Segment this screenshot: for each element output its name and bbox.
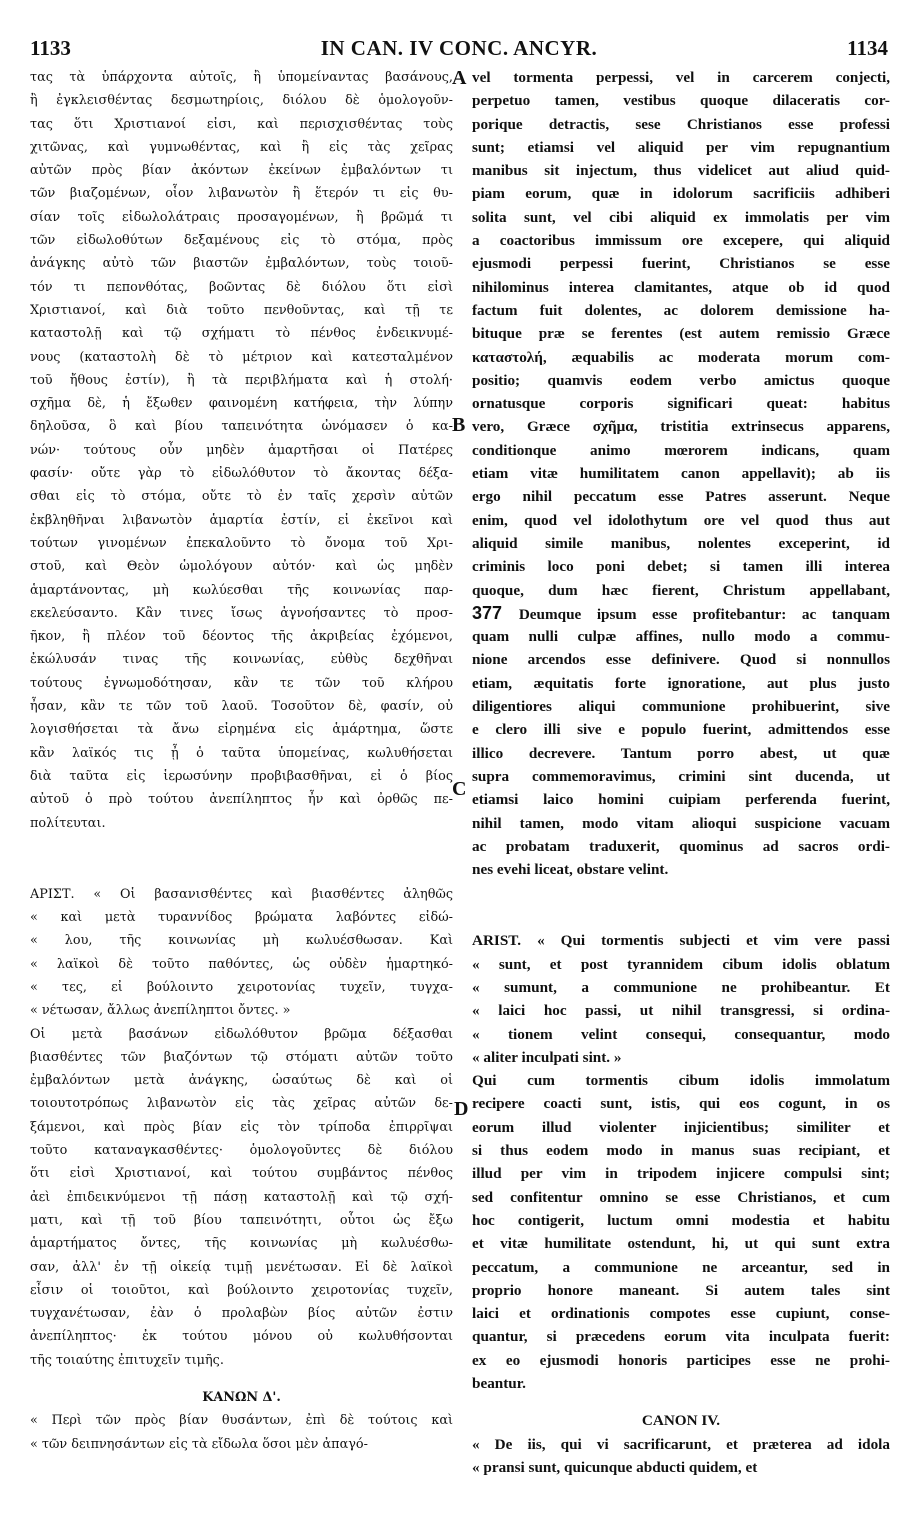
arist-line: « καὶ μετὰ τυραννίδος βρώματα λαβόντες εἰδώ- (30, 910, 453, 926)
commentary-line: a coactoribus immissum ore excepere, qui aliquid (472, 232, 890, 250)
paraphrase-line: ἐμβαλόντων μετὰ ἀνάγκης, ὡσαύτως δὲ καὶ οἱ (30, 1073, 453, 1089)
paraphrase-line: βιασθέντες τῶν βιαζόντων τῷ στόματι αὐτῶν τοῦτο (30, 1049, 453, 1065)
arist-line: ΑΡΙΣΤ. « Οἱ βασανισθέντες καὶ βιασθέντες ἀληθῶς (30, 886, 453, 902)
commentary-line: piam eorum, quæ in idolorum sacrificiis adhiberi (472, 185, 890, 203)
commentary-line: supra commemoravimus, crimini sint ducenda, ut (472, 767, 890, 785)
section-gap (30, 1372, 453, 1386)
commentary-line: criminis loco poni debet; si tamen illi interea (472, 558, 890, 576)
commentary-line: aliquid simile manibus, nolentes exceperint, id (472, 534, 890, 552)
canon-text-line: « pransi sunt, quicunque abducti quidem, et (472, 1458, 758, 1476)
commentary-line: nihil tamen, modo vitam alioqui suspicione vacuam (472, 814, 890, 832)
commentary-line: vel tormenta perpessi, vel in carcerem conjecti, (472, 69, 890, 86)
commentary-line: ornatusque corporis significari queat: habitus (472, 395, 890, 413)
paraphrase-line: σαν, ἀλλ' ἐν τῇ οἰκείᾳ τιμῇ μενέτωσαν. Εἰ δὲ λαϊκοὶ (30, 1259, 453, 1275)
commentary-line: σθαι εἰς τὸ στόμα, οὔτε τὸ ἐν ταῖς χερσὶν αὐτῶν (30, 489, 453, 505)
arist-line: « aliter inculpati sint. » (472, 1048, 622, 1066)
commentary-line: ejusmodi perpessi fuerint, Christianos se esse (472, 255, 890, 273)
commentary-line: bituque præ se ferentes (est autem remissio Græce (472, 325, 890, 343)
commentary-line: quam nulli culpæ affines, nullo modo a commu- (472, 628, 890, 646)
commentary-line: τας τὰ ὑπάρχοντα αὐτοῖς, ἢ ὑπομείναντας βασάνους, (30, 70, 453, 85)
canon-text-line: « Περὶ τῶν πρὸς βίαν θυσάντων, ἐπὶ δὲ τούτοις καὶ (30, 1413, 453, 1429)
paraphrase-line: τῆς τοιαύτης ἐπιτυχεῖν τιμῆς. (30, 1352, 224, 1368)
commentary-line: αὐτοῦ ὁ πρὸ τούτου ἀνεπίληπτος ἦν καὶ ὀρθῶς πε- (30, 792, 453, 808)
commentary-line: στοῦ, καὶ Θεὸν ὡμολόγουν αὐτόν· καὶ ὡς μηδὲν (30, 559, 453, 575)
commentary-line: manibus sit injectum, thus videlicet aut aliud quid- (472, 162, 890, 180)
commentary-line: positio; quamvis eodem verbo amictus quoque (472, 371, 890, 389)
commentary-line: ergo nihil peccatum esse Patres asserunt. Neque (472, 488, 890, 506)
section-gap (472, 1395, 890, 1409)
paraphrase-line: ματι, καὶ τῇ τοῦ βίου ταπεινότητι, οὗτοι ὡς ἔξω (30, 1212, 453, 1228)
arist-line: ARIST. « Qui tormentis subjecti et vim vere passi (472, 932, 890, 950)
commentary-line: ac probatam traduxerit, quominus ad sacros ordi- (472, 837, 890, 855)
commentary-line: καταστολῇ καὶ τῷ σχήματι τὸ πένθος ἐνδεικνυμέ- (30, 326, 453, 342)
paraphrase-line: et vitæ humilitate ostendunt, hi, ut qui sunt extra (472, 1235, 890, 1253)
commentary-line: τας ὅτι Χριστιανοί εἰσι, καὶ περισχισθέντας τοὺς (30, 116, 453, 132)
commentary-line: ἢ ἐγκλεισθέντας δεσμωτηρίοις, διόλου δὲ ὁμολογοῦν- (30, 93, 453, 109)
paraphrase-line: illud per vim in tripodem injicere compulsi sint; (472, 1165, 890, 1183)
canon-heading: CANON IV. (641, 1412, 721, 1430)
section-gap (472, 881, 890, 929)
commentary-line: αὐτῶν πρὸς βίαν ἀκόντων ἐκείνων ἐμβαλόντων τι (30, 163, 453, 179)
paraphrase-line: eorum illud violenter injicientibus; similiter et (472, 1118, 890, 1136)
running-header (30, 36, 888, 64)
commentary-line: χιτῶνας, καὶ γυμνωθέντας, καὶ ἢ εἰς τὰς χεῖρας (30, 139, 453, 155)
commentary-line: ῆκον, ἢ πλέον τοῦ δέοντος τῆς ἀκριβείας ἐχόμενοι, (30, 629, 453, 645)
paraphrase-line: ἀνεπίληπτος· ἐκ τούτου μόνου οὐ κωλυθήσονται (30, 1329, 453, 1345)
arist-line: « λου, τῆς κοινωνίας μὴ κωλυέσθωσαν. Καὶ (30, 933, 453, 949)
commentary-line: εκελεύσαντο. Κἂν τινες ἴσως ἀγνοήσαντες τὸ προσ- (30, 605, 453, 621)
arist-line: « sumunt, a communione ne prohibeantur. Et (472, 978, 890, 996)
commentary-line: etiamsi laico homini cuipiam perferenda fuerint, (472, 791, 890, 809)
canon-text-line: « τῶν δειπνησάντων εἰς τὰ εἴδωλα ὅσοι μὲν ἀπαγό- (30, 1436, 368, 1452)
commentary-line: σίαν τοῖς εἰδωλολάτραις προσαγομένων, ἢ βρῶμά τι (30, 209, 453, 225)
right-page-number: 1134 (847, 36, 888, 60)
commentary-line: perpetuo tamen, vestibus quoque dilaceratis cor- (472, 92, 890, 110)
commentary-line: τῶν βιαζομένων, οἷον λιβανωτὸν ἢ ἕτερόν τι εἰς θυ- (30, 186, 453, 202)
commentary-line: τούτους ἐγνωμοδότησαν, κἂν τε τῶν τοῦ κλήρου (30, 675, 453, 691)
commentary-line: διὰ ταῦτα εἰς ἱερωσύνην προβιβασθῆναι, εἰ ὁ βίος (30, 768, 453, 784)
arist-line: « tionem velint consequi, consequantur, modo (472, 1025, 890, 1043)
running-title: IN CAN. IV CONC. ANCYR. (320, 36, 598, 60)
paraphrase-line: τυγχανέτωσαν, ἐὰν ὁ προλαβὼν βίος αὐτῶν ἐστιν (30, 1306, 453, 1322)
paraphrase-line: proprio honore maneant. Si autem tales sint (472, 1281, 890, 1299)
commentary-line: conditionque animo mœrorem indicans, quam (472, 441, 890, 459)
canon-heading: ΚΑΝΩΝ Δ'. (202, 1390, 281, 1406)
commentary-line: δηλοῦσα, ὃ καὶ βίου ταπεινότητα ὠνόμασεν ὁ κα- (30, 419, 453, 435)
paraphrase-line: τοῦτο καταναγκασθέντες· ὁμολογοῦντες δὲ διόλου (30, 1143, 453, 1159)
commentary-line: τῶν εἰδωλοθύτων δεξαμένους εἰς τὸ στόμα, πρὸς (30, 233, 453, 249)
paraphrase-line: Οἱ μετὰ βασάνων εἰδωλόθυτον βρῶμα δέξασθαι (30, 1026, 453, 1042)
paraphrase-line: εἶσιν οἱ τοιοῦτοι, καὶ βούλοιντο χειροτονίας τυχεῖν, (30, 1282, 453, 1298)
commentary-line: ἐκβληθῆναι λιβανωτὸν ἁμαρτία ἐστίν, εἰ ἐκεῖνοι καὶ (30, 512, 453, 528)
commentary-line: etiam, æquitatis forte ignoratione, aut plus justo (472, 674, 890, 692)
paraphrase-line: ἁμαρτήματος ὄντες, τῆς κοινωνίας μὴ κωλυέσθω- (30, 1236, 453, 1252)
margin-marker-d: D (454, 1098, 469, 1120)
commentary-line: κἂν λαϊκός τις ᾖ ὁ ταῦτα ὑπομείνας, κωλυθήσεται (30, 745, 453, 761)
commentary-line: etiam vitæ humilitatem canon appellavit); ab iis (472, 465, 890, 483)
commentary-line: τοῦ ἤθους ἐστίν), ἢ τὰ περιβλήματα καὶ ἡ στολή· (30, 372, 453, 388)
commentary-line: illico decrevere. Tantum porro abest, ut quæ (472, 744, 890, 762)
greek-column (30, 66, 453, 1456)
commentary-line: τούτων γινομένων ἐπεκαλοῦντο τὸ ὄνομα τοῦ Χρι- (30, 535, 453, 551)
commentary-line: Χριστιανοί, καὶ διὰ τοῦτο πενθοῦντας, καὶ τῇ τε (30, 302, 453, 318)
arist-line: « τες, εἰ βούλοιντο χειροτονίας τυχεῖν, τυγχα- (30, 979, 453, 995)
commentary-line: diligentiores aliqui communione prohibuerint, sive (472, 698, 890, 716)
margin-marker-c: C (452, 778, 467, 800)
commentary-line: νους (καταστολὴ δὲ τὸ μέτριον καὶ κατεσταλμένον (30, 349, 453, 365)
commentary-line: 377 Deumque ipsum esse profitebantur: ac tanquam (472, 602, 890, 623)
commentary-line: nes evehi liceat, obstare velint. (472, 861, 669, 879)
commentary-line: τόν τι πεπονθότας, βοῶντας δὲ διόλου ὅτι εἰσὶ (30, 279, 453, 295)
paraphrase-line: ξάμενοι, καὶ πρὸς βίαν εἰς τὸν τρίποδα ἐπιρρῖψαι (30, 1119, 453, 1135)
arist-line: « sunt, et post tyrannidem cibum idolis oblatum (472, 955, 890, 973)
paraphrase-line: recipere coacti sunt, istis, qui eos cogunt, in os (472, 1095, 890, 1113)
paraphrase-line: laici et ordinationis compotes esse cupiunt, conse- (472, 1305, 890, 1323)
paraphrase-line: ἀεὶ ἐπιδεικνύμενοι τῇ πάσῃ καταστολῇ καὶ τῷ σχή- (30, 1189, 453, 1205)
arist-line: « laici hoc passi, ut nihil transgressi, si ordina- (472, 1002, 890, 1020)
commentary-line: λογισθήσεται τὰ ἄνω εἰρημένα εἰς ἁμάρτημα, ὥστε (30, 722, 453, 738)
paraphrase-line: quantur, si præcedens eorum vita inculpata fuerit: (472, 1328, 890, 1346)
paraphrase-line: peccatum, a communione ne arceantur, sed in (472, 1258, 890, 1276)
margin-marker-b: B (452, 414, 466, 436)
paraphrase-line: sed confitentur omnino se esse Christianos, et cum (472, 1188, 890, 1206)
commentary-line: nihilominus interea clamitantes, atque ob id quod (472, 278, 890, 296)
commentary-line: καταστολή, æquabilis ac moderata morum com- (472, 348, 890, 366)
commentary-line: ἁμαρτάνοντας, μὴ κωλύεσθαι τῆς κοινωνίας παρ- (30, 582, 453, 598)
inline-page-number: 377 (472, 602, 519, 623)
arist-line: « λαϊκοὶ δὲ τοῦτο παθόντες, ὡς οὐδὲν ἡμαρτηκό- (30, 956, 453, 972)
paraphrase-line: hoc contigerit, luctum omni modestia et habitu (472, 1211, 890, 1229)
commentary-line: factum fuit dolentes, ac dolorem demissione ha- (472, 301, 890, 319)
section-gap (30, 835, 453, 883)
arist-line: « νέτωσαν, ἄλλως ἀνεπίληπτοι ὄντες. » (30, 1003, 291, 1019)
commentary-line: e clero illi sive e populo fuerint, admittendos esse (472, 721, 890, 739)
paraphrase-line: beantur. (472, 1375, 526, 1393)
commentary-line: quoque, dum hæc fierent, Christum appellabant, (472, 581, 890, 599)
commentary-line: σχῆμα δὲ, ἡ ἔξωθεν φαινομένη κατήφεια, τὴν λύπην (30, 396, 453, 412)
left-page-number: 1133 (30, 36, 71, 60)
latin-column (472, 66, 890, 1479)
paraphrase-line: ex eo ejusmodi honoris participes esse ne prohi- (472, 1351, 890, 1369)
commentary-line: vero, Græce σχῆμα, tristitia extrinsecus apparens, (472, 418, 890, 436)
paraphrase-line: ὅτι εἰσὶ Χριστιανοί, καὶ τούτου συμβάντος πένθος (30, 1166, 453, 1182)
commentary-line: νών· τούτους οὖν μηδὲν ἁμαρτῆσαι οἱ Πατέρες (30, 442, 453, 458)
commentary-line: nione arcendos esse definivere. Quod si nonnullos (472, 651, 890, 669)
commentary-line: sunt; etiamsi vel aliquid per vim repugnantium (472, 138, 890, 156)
commentary-line: solita sunt, vel cibi aliquid ex immolatis per vim (472, 208, 890, 226)
commentary-line: ἀνάγκης αὐτὸ τῶν βιαστῶν ἐμβαλόντων, τοὺς τοιοῦ- (30, 256, 453, 272)
commentary-line: ἦσαν, κἂν τε τῶν τοῦ λαοῦ. Τοσοῦτον δὲ, φασίν, οὐ (30, 699, 453, 715)
commentary-line: porique detractis, sese Christianos esse professi (472, 115, 890, 133)
commentary-line: ἐκώλυσάν τινας τῆς κοινωνίας, εὐθὺς δεχθῆναι (30, 652, 453, 668)
paraphrase-line: Qui cum tormentis cibum idolis immolatum (472, 1072, 890, 1090)
canon-text-line: « De iis, qui vi sacrificarunt, et præterea ad idola (472, 1435, 890, 1453)
commentary-line: πολίτευται. (30, 815, 106, 831)
paraphrase-line: si thus eodem modo in manus suas recipiant, et (472, 1142, 890, 1160)
commentary-line: φασίν· οὔτε γὰρ τὸ εἰδωλόθυτον τὸ ἄκοντας δέξα- (30, 466, 453, 482)
paraphrase-line: τοιουτοτρόπως λιβανωτὸν εἰς τὰς χεῖρας αὐτῶν δε- (30, 1096, 453, 1112)
margin-marker-a: A (452, 67, 467, 89)
commentary-line: enim, quod vel idolothytum ore vel quod thus aut (472, 511, 890, 529)
